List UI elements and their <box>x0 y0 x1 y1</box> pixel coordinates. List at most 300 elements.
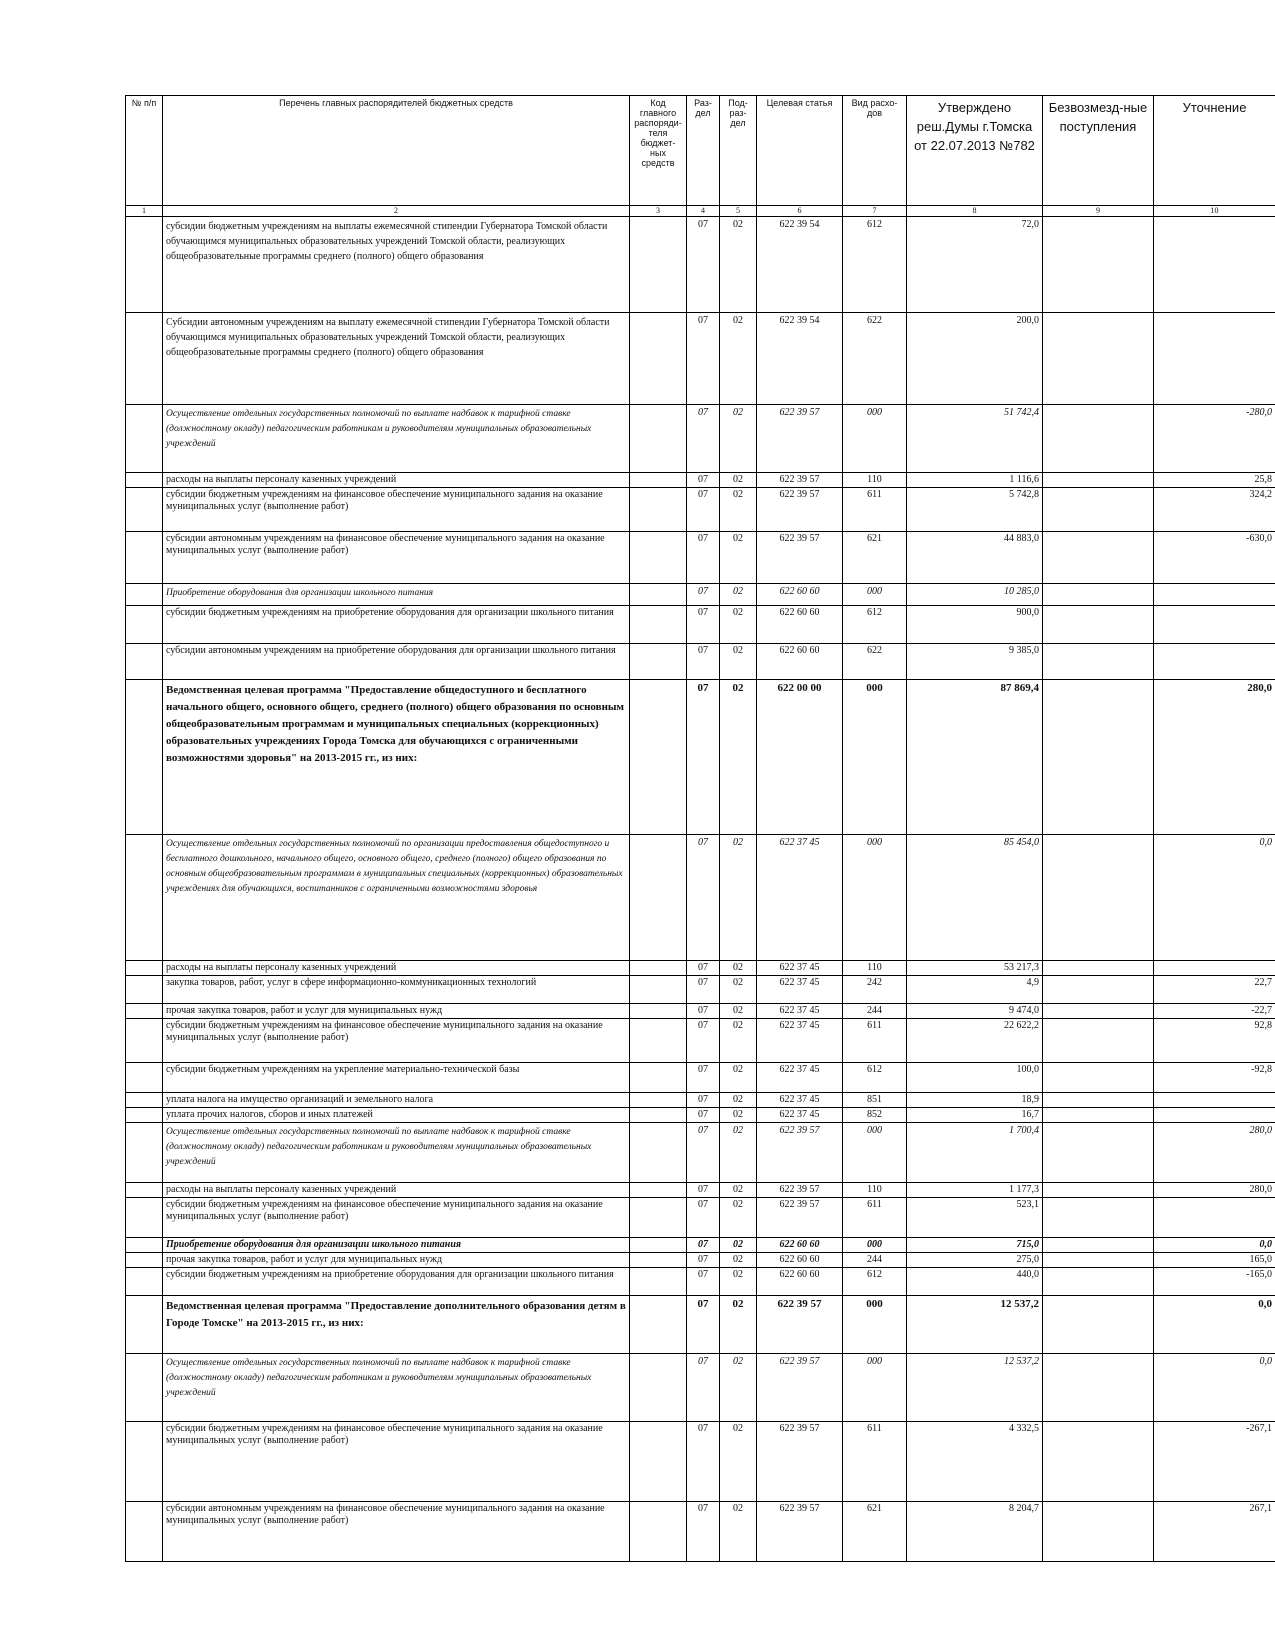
cell-section: 07 <box>687 976 720 1004</box>
cell-subsection: 02 <box>720 1502 757 1562</box>
cell-section: 07 <box>687 606 720 644</box>
cell-subsection: 02 <box>720 1183 757 1198</box>
table-row <box>126 1093 1275 1108</box>
cell-free-receipts <box>1043 532 1154 584</box>
table-row <box>126 217 1275 313</box>
cell-target-article: 622 39 57 <box>757 532 843 584</box>
table-row <box>126 313 1275 405</box>
cell-section: 07 <box>687 1238 720 1253</box>
header-row <box>126 96 1275 206</box>
cell-number <box>126 606 163 644</box>
cell-approved: 1 177,3 <box>907 1183 1043 1198</box>
cell-expense-type: 621 <box>843 1502 907 1562</box>
cell-approved: 900,0 <box>907 606 1043 644</box>
cell-free-receipts <box>1043 1183 1154 1198</box>
cell-chief-code <box>630 1268 687 1296</box>
cell-subsection: 02 <box>720 1108 757 1123</box>
cell-target-article: 622 60 60 <box>757 1238 843 1253</box>
cell-recipient: субсидии бюджетным учреждениям на финансовое обеспечение муниципального задания на оказание муниципальных услуг (выполнение работ) <box>163 488 630 532</box>
cell-number <box>126 1063 163 1093</box>
cell-target-article: 622 37 45 <box>757 1063 843 1093</box>
cell-clarification: 0,0 <box>1154 1238 1275 1253</box>
cell-free-receipts <box>1043 835 1154 961</box>
cell-target-article: 622 39 57 <box>757 1296 843 1354</box>
cell-subsection: 02 <box>720 1354 757 1422</box>
cell-number <box>126 1296 163 1354</box>
cell-recipient: Приобретение оборудования для организации школьного питания <box>163 1238 630 1253</box>
cell-expense-type: 611 <box>843 488 907 532</box>
cell-approved: 10 285,0 <box>907 584 1043 606</box>
cell-approved: 44 883,0 <box>907 532 1043 584</box>
cell-expense-type: 000 <box>843 1123 907 1183</box>
cell-recipient: уплата прочих налогов, сборов и иных платежей <box>163 1108 630 1123</box>
cell-target-article: 622 39 57 <box>757 1422 843 1502</box>
cell-number <box>126 488 163 532</box>
cell-target-article: 622 39 57 <box>757 473 843 488</box>
cell-clarification <box>1154 961 1275 976</box>
cell-section: 07 <box>687 644 720 680</box>
cell-clarification: 92,8 <box>1154 1019 1275 1063</box>
table-row <box>126 835 1275 961</box>
cell-recipient: Субсидии автономным учреждениям на выплату ежемесячной стипендии Губернатора Томской области обучающимся муниципальных образовательных учреждений Томской области, реализующих общеобразовательные программы среднего (полного) общего образования <box>163 313 630 405</box>
cell-approved: 9 474,0 <box>907 1004 1043 1019</box>
cell-expense-type: 000 <box>843 1238 907 1253</box>
cell-chief-code <box>630 1004 687 1019</box>
cell-recipient: субсидии бюджетным учреждениям на финансовое обеспечение муниципального задания на оказание муниципальных услуг (выполнение работ) <box>163 1198 630 1238</box>
cell-subsection: 02 <box>720 1063 757 1093</box>
cell-approved: 51 742,4 <box>907 405 1043 473</box>
cell-chief-code <box>630 1354 687 1422</box>
cell-number <box>126 1198 163 1238</box>
cell-free-receipts <box>1043 217 1154 313</box>
cell-free-receipts <box>1043 488 1154 532</box>
cell-chief-code <box>630 532 687 584</box>
cell-subsection: 02 <box>720 606 757 644</box>
header-section: Раз-дел <box>687 96 720 206</box>
cell-subsection: 02 <box>720 644 757 680</box>
cell-clarification <box>1154 1198 1275 1238</box>
cell-number <box>126 1422 163 1502</box>
cell-expense-type: 000 <box>843 1354 907 1422</box>
cell-approved: 4,9 <box>907 976 1043 1004</box>
cell-free-receipts <box>1043 1123 1154 1183</box>
cell-recipient: прочая закупка товаров, работ и услуг для муниципальных нужд <box>163 1253 630 1268</box>
cell-number <box>126 680 163 835</box>
cell-subsection: 02 <box>720 217 757 313</box>
cell-recipient: субсидии автономным учреждениям на финансовое обеспечение муниципального задания на оказание муниципальных услуг (выполнение работ) <box>163 1502 630 1562</box>
cell-target-article: 622 37 45 <box>757 976 843 1004</box>
cell-chief-code <box>630 584 687 606</box>
cell-free-receipts <box>1043 1502 1154 1562</box>
cell-expense-type: 611 <box>843 1198 907 1238</box>
cell-subsection: 02 <box>720 961 757 976</box>
cell-expense-type: 612 <box>843 606 907 644</box>
cell-number <box>126 644 163 680</box>
cell-subsection: 02 <box>720 1238 757 1253</box>
cell-target-article: 622 00 00 <box>757 680 843 835</box>
cell-chief-code <box>630 1253 687 1268</box>
cell-approved: 53 217,3 <box>907 961 1043 976</box>
cell-section: 07 <box>687 1422 720 1502</box>
cell-recipient: расходы на выплаты персоналу казенных учреждений <box>163 1183 630 1198</box>
budget-table <box>125 95 1275 1562</box>
cell-section: 07 <box>687 1253 720 1268</box>
cell-chief-code <box>630 835 687 961</box>
cell-subsection: 02 <box>720 1422 757 1502</box>
cell-target-article: 622 39 57 <box>757 1502 843 1562</box>
cell-chief-code <box>630 976 687 1004</box>
cell-section: 07 <box>687 313 720 405</box>
table-row <box>126 644 1275 680</box>
cell-free-receipts <box>1043 1004 1154 1019</box>
cell-clarification: 280,0 <box>1154 1123 1275 1183</box>
cell-free-receipts <box>1043 405 1154 473</box>
cell-approved: 275,0 <box>907 1253 1043 1268</box>
cell-subsection: 02 <box>720 532 757 584</box>
cell-expense-type: 621 <box>843 532 907 584</box>
cell-number <box>126 835 163 961</box>
table-row <box>126 1502 1275 1562</box>
cell-target-article: 622 60 60 <box>757 1268 843 1296</box>
cell-target-article: 622 39 57 <box>757 1183 843 1198</box>
cell-clarification <box>1154 584 1275 606</box>
cell-expense-type: 612 <box>843 217 907 313</box>
cell-approved: 22 622,2 <box>907 1019 1043 1063</box>
header-chief-code: Код главного распоряди-теля бюджет-ных средств <box>630 96 687 206</box>
cell-subsection: 02 <box>720 835 757 961</box>
column-number: 3 <box>630 206 687 217</box>
column-number: 1 <box>126 206 163 217</box>
cell-number <box>126 1502 163 1562</box>
cell-clarification: -92,8 <box>1154 1063 1275 1093</box>
cell-recipient: Ведомственная целевая программа "Предоставление общедоступного и бесплатного начального общего, основного общего, среднего (полного) общего образования по основным общеобразовательным программам и муниципальных специальных (коррекционных) образовательных учреждениях Города Томска для обучающихся с ограниченными возможностями здоровья" на 2013-2015 гг., из них: <box>163 680 630 835</box>
table-row <box>126 1063 1275 1093</box>
cell-number <box>126 1253 163 1268</box>
header-free-receipts: Безвозмезд-ные поступления <box>1043 96 1154 206</box>
table-row <box>126 1296 1275 1354</box>
cell-section: 07 <box>687 1198 720 1238</box>
table-row <box>126 1253 1275 1268</box>
cell-free-receipts <box>1043 1422 1154 1502</box>
table-row <box>126 405 1275 473</box>
table-row <box>126 1422 1275 1502</box>
cell-expense-type: 612 <box>843 1268 907 1296</box>
header-target-article: Целевая статья <box>757 96 843 206</box>
cell-recipient: расходы на выплаты персоналу казенных учреждений <box>163 473 630 488</box>
cell-chief-code <box>630 1093 687 1108</box>
column-number: 6 <box>757 206 843 217</box>
cell-expense-type: 851 <box>843 1093 907 1108</box>
cell-recipient: Ведомственная целевая программа "Предоставление дополнительного образования детям в Городе Томске" на 2013-2015 гг., из них: <box>163 1296 630 1354</box>
table-row <box>126 532 1275 584</box>
cell-chief-code <box>630 313 687 405</box>
cell-clarification: 280,0 <box>1154 1183 1275 1198</box>
cell-chief-code <box>630 1183 687 1198</box>
cell-number <box>126 1123 163 1183</box>
cell-section: 07 <box>687 217 720 313</box>
cell-clarification: 165,0 <box>1154 1253 1275 1268</box>
table-row <box>126 680 1275 835</box>
cell-expense-type: 000 <box>843 584 907 606</box>
header-recipients: Перечень главных распорядителей бюджетных средств <box>163 96 630 206</box>
cell-chief-code <box>630 1502 687 1562</box>
cell-approved: 200,0 <box>907 313 1043 405</box>
column-number: 10 <box>1154 206 1275 217</box>
cell-chief-code <box>630 1019 687 1063</box>
cell-expense-type: 611 <box>843 1019 907 1063</box>
cell-number <box>126 405 163 473</box>
cell-clarification <box>1154 644 1275 680</box>
cell-approved: 1 116,6 <box>907 473 1043 488</box>
cell-subsection: 02 <box>720 488 757 532</box>
cell-target-article: 622 60 60 <box>757 644 843 680</box>
cell-clarification: -165,0 <box>1154 1268 1275 1296</box>
cell-clarification: -280,0 <box>1154 405 1275 473</box>
cell-number <box>126 1268 163 1296</box>
table-row <box>126 1123 1275 1183</box>
cell-approved: 12 537,2 <box>907 1354 1043 1422</box>
cell-section: 07 <box>687 961 720 976</box>
cell-chief-code <box>630 405 687 473</box>
cell-number <box>126 584 163 606</box>
cell-clarification: 0,0 <box>1154 1354 1275 1422</box>
cell-section: 07 <box>687 1354 720 1422</box>
table-row <box>126 584 1275 606</box>
table-row <box>126 1238 1275 1253</box>
cell-clarification: 25,8 <box>1154 473 1275 488</box>
cell-free-receipts <box>1043 473 1154 488</box>
cell-expense-type: 000 <box>843 835 907 961</box>
cell-clarification: -267,1 <box>1154 1422 1275 1502</box>
cell-target-article: 622 39 57 <box>757 1354 843 1422</box>
cell-expense-type: 244 <box>843 1004 907 1019</box>
cell-section: 07 <box>687 1502 720 1562</box>
cell-subsection: 02 <box>720 473 757 488</box>
table-row <box>126 606 1275 644</box>
cell-expense-type: 244 <box>843 1253 907 1268</box>
cell-section: 07 <box>687 488 720 532</box>
cell-number <box>126 217 163 313</box>
cell-number <box>126 313 163 405</box>
table-row <box>126 1268 1275 1296</box>
cell-chief-code <box>630 1296 687 1354</box>
cell-approved: 4 332,5 <box>907 1422 1043 1502</box>
cell-section: 07 <box>687 473 720 488</box>
cell-expense-type: 110 <box>843 473 907 488</box>
cell-expense-type: 612 <box>843 1063 907 1093</box>
cell-section: 07 <box>687 584 720 606</box>
cell-approved: 715,0 <box>907 1238 1043 1253</box>
cell-target-article: 622 60 60 <box>757 606 843 644</box>
cell-approved: 1 700,4 <box>907 1123 1043 1183</box>
cell-target-article: 622 39 54 <box>757 313 843 405</box>
cell-number <box>126 1238 163 1253</box>
cell-free-receipts <box>1043 1296 1154 1354</box>
cell-clarification: 0,0 <box>1154 835 1275 961</box>
header-clarification: Уточнение <box>1154 96 1275 206</box>
cell-free-receipts <box>1043 644 1154 680</box>
table-row <box>126 1354 1275 1422</box>
cell-number <box>126 1183 163 1198</box>
cell-chief-code <box>630 1108 687 1123</box>
cell-free-receipts <box>1043 1253 1154 1268</box>
header-subsection: Под-раз-дел <box>720 96 757 206</box>
cell-recipient: субсидии бюджетным учреждениям на приобретение оборудования для организации школьного питания <box>163 1268 630 1296</box>
cell-approved: 8 204,7 <box>907 1502 1043 1562</box>
cell-subsection: 02 <box>720 584 757 606</box>
cell-expense-type: 110 <box>843 1183 907 1198</box>
cell-subsection: 02 <box>720 1198 757 1238</box>
header-number: № п/п <box>126 96 163 206</box>
cell-target-article: 622 37 45 <box>757 835 843 961</box>
cell-section: 07 <box>687 680 720 835</box>
table-row <box>126 961 1275 976</box>
table-row <box>126 488 1275 532</box>
cell-approved: 16,7 <box>907 1108 1043 1123</box>
cell-subsection: 02 <box>720 680 757 835</box>
cell-clarification <box>1154 606 1275 644</box>
cell-chief-code <box>630 680 687 835</box>
cell-target-article: 622 39 57 <box>757 1198 843 1238</box>
cell-expense-type: 000 <box>843 1296 907 1354</box>
cell-expense-type: 242 <box>843 976 907 1004</box>
cell-recipient: субсидии автономным учреждениям на приобретение оборудования для организации школьного питания <box>163 644 630 680</box>
cell-number <box>126 1093 163 1108</box>
cell-free-receipts <box>1043 1063 1154 1093</box>
cell-free-receipts <box>1043 961 1154 976</box>
cell-clarification: -630,0 <box>1154 532 1275 584</box>
table-row <box>126 1183 1275 1198</box>
cell-target-article: 622 37 45 <box>757 1019 843 1063</box>
cell-free-receipts <box>1043 584 1154 606</box>
cell-recipient: Приобретение оборудования для организации школьного питания <box>163 584 630 606</box>
cell-subsection: 02 <box>720 1296 757 1354</box>
cell-approved: 12 537,2 <box>907 1296 1043 1354</box>
cell-approved: 87 869,4 <box>907 680 1043 835</box>
cell-free-receipts <box>1043 1238 1154 1253</box>
cell-recipient: субсидии бюджетным учреждениям на финансовое обеспечение муниципального задания на оказание муниципальных услуг (выполнение работ) <box>163 1422 630 1502</box>
cell-subsection: 02 <box>720 1004 757 1019</box>
cell-approved: 9 385,0 <box>907 644 1043 680</box>
cell-section: 07 <box>687 1108 720 1123</box>
cell-approved: 18,9 <box>907 1093 1043 1108</box>
cell-number <box>126 1019 163 1063</box>
cell-target-article: 622 37 45 <box>757 1093 843 1108</box>
column-number-row <box>126 206 1275 217</box>
cell-free-receipts <box>1043 976 1154 1004</box>
cell-free-receipts <box>1043 1108 1154 1123</box>
cell-number <box>126 1354 163 1422</box>
cell-section: 07 <box>687 1123 720 1183</box>
cell-free-receipts <box>1043 606 1154 644</box>
cell-target-article: 622 37 45 <box>757 1004 843 1019</box>
cell-approved: 72,0 <box>907 217 1043 313</box>
cell-chief-code <box>630 961 687 976</box>
cell-chief-code <box>630 1063 687 1093</box>
cell-target-article: 622 37 45 <box>757 961 843 976</box>
cell-target-article: 622 39 54 <box>757 217 843 313</box>
cell-expense-type: 622 <box>843 644 907 680</box>
cell-clarification <box>1154 313 1275 405</box>
cell-subsection: 02 <box>720 1019 757 1063</box>
cell-section: 07 <box>687 405 720 473</box>
cell-recipient: субсидии бюджетным учреждениям на финансовое обеспечение муниципального задания на оказание муниципальных услуг (выполнение работ) <box>163 1019 630 1063</box>
cell-recipient: закупка товаров, работ, услуг в сфере информационно-коммуникационных технологий <box>163 976 630 1004</box>
cell-expense-type: 110 <box>843 961 907 976</box>
column-number: 5 <box>720 206 757 217</box>
cell-subsection: 02 <box>720 1268 757 1296</box>
cell-number <box>126 1004 163 1019</box>
column-number: 2 <box>163 206 630 217</box>
cell-approved: 523,1 <box>907 1198 1043 1238</box>
cell-section: 07 <box>687 835 720 961</box>
cell-section: 07 <box>687 1183 720 1198</box>
cell-chief-code <box>630 1238 687 1253</box>
cell-subsection: 02 <box>720 976 757 1004</box>
cell-free-receipts <box>1043 313 1154 405</box>
cell-number <box>126 1108 163 1123</box>
cell-number <box>126 532 163 584</box>
table-body <box>126 217 1275 1562</box>
cell-chief-code <box>630 217 687 313</box>
cell-approved: 85 454,0 <box>907 835 1043 961</box>
cell-clarification: 267,1 <box>1154 1502 1275 1562</box>
cell-target-article: 622 60 60 <box>757 1253 843 1268</box>
cell-recipient: расходы на выплаты персоналу казенных учреждений <box>163 961 630 976</box>
cell-expense-type: 611 <box>843 1422 907 1502</box>
cell-clarification: 324,2 <box>1154 488 1275 532</box>
cell-section: 07 <box>687 1268 720 1296</box>
table-row <box>126 1198 1275 1238</box>
column-number: 9 <box>1043 206 1154 217</box>
column-number: 7 <box>843 206 907 217</box>
cell-recipient: Осуществление отдельных государственных полномочий по организации предоставления общедоступного и бесплатного дошкольного, начального общего, основного общего, среднего (полного) общего образования по основным общеобразовательным программам в муниципальных специальных (коррекционных) образовательных учреждениях для обучающихся, воспитанников с ограниченными возможностями здоровья <box>163 835 630 961</box>
table-row <box>126 1019 1275 1063</box>
cell-chief-code <box>630 488 687 532</box>
cell-section: 07 <box>687 532 720 584</box>
cell-clarification: 280,0 <box>1154 680 1275 835</box>
cell-number <box>126 961 163 976</box>
cell-expense-type: 852 <box>843 1108 907 1123</box>
cell-free-receipts <box>1043 1093 1154 1108</box>
cell-section: 07 <box>687 1063 720 1093</box>
cell-chief-code <box>630 1422 687 1502</box>
cell-approved: 100,0 <box>907 1063 1043 1093</box>
table-row <box>126 1108 1275 1123</box>
cell-recipient: прочая закупка товаров, работ и услуг для муниципальных нужд <box>163 1004 630 1019</box>
cell-target-article: 622 60 60 <box>757 584 843 606</box>
table-row <box>126 1004 1275 1019</box>
cell-approved: 5 742,8 <box>907 488 1043 532</box>
cell-free-receipts <box>1043 1198 1154 1238</box>
table-row <box>126 473 1275 488</box>
cell-recipient: Осуществление отдельных государственных полномочий по выплате надбавок к тарифной ставке (должностному окладу) педагогическим работникам и руководителям муниципальных образовательных учреждений <box>163 405 630 473</box>
cell-recipient: Осуществление отдельных государственных полномочий по выплате надбавок к тарифной ставке (должностному окладу) педагогическим работникам и руководителям муниципальных образовательных учреждений <box>163 1354 630 1422</box>
cell-subsection: 02 <box>720 1093 757 1108</box>
cell-recipient: Осуществление отдельных государственных полномочий по выплате надбавок к тарифной ставке (должностному окладу) педагогическим работникам и руководителям муниципальных образовательных учреждений <box>163 1123 630 1183</box>
cell-clarification: 0,0 <box>1154 1296 1275 1354</box>
cell-target-article: 622 39 57 <box>757 405 843 473</box>
cell-chief-code <box>630 473 687 488</box>
cell-recipient: субсидии бюджетным учреждениям на выплаты ежемесячной стипендии Губернатора Томской области обучающимся муниципальных образовательных учреждений Томской области, реализующих общеобразовательные программы среднего (полного) общего образования <box>163 217 630 313</box>
cell-approved: 440,0 <box>907 1268 1043 1296</box>
cell-target-article: 622 37 45 <box>757 1108 843 1123</box>
cell-subsection: 02 <box>720 313 757 405</box>
column-number: 8 <box>907 206 1043 217</box>
column-number: 4 <box>687 206 720 217</box>
cell-clarification <box>1154 1093 1275 1108</box>
cell-chief-code <box>630 606 687 644</box>
